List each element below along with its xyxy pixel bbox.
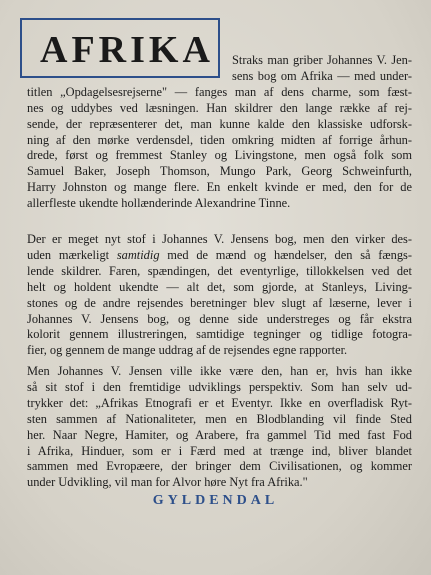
- paragraph-2-text: med de mænd og hændelser, den så fængs-: [159, 247, 412, 262]
- paragraph-1-line: titlen „Opdagelsesrejserne" — fanges man af dens charme, som fæst-: [27, 84, 412, 99]
- paragraph-3: [27, 364, 412, 491]
- paragraph-1-line: drede, først og fremmest Stanley og Livingstone, men også folk som: [27, 148, 412, 163]
- paragraph-3-line: Men Johannes V. Jensen ville ikke være den, han er, hvis han ikke: [27, 364, 412, 378]
- paragraph-3-line: sammen med Evropæere, der bringer dem Civilisationen, og kommer: [27, 459, 412, 474]
- page-title: AFRIKA: [40, 29, 214, 71]
- paragraph-2-line: kolorit gennem illustreringen, samtidige tegninger og tidlige fotogra-: [27, 327, 412, 342]
- paragraph-1-line: Samuel Baker, Joseph Thomson, Mungo Park, Georg Schweinfurth,: [27, 164, 412, 179]
- paragraph-1-line: sens bog om Afrika — med under-: [232, 68, 412, 83]
- paragraph-2-text: uden mærkeligt: [27, 247, 117, 262]
- paragraph-1: [27, 53, 412, 212]
- paragraph-3-line: under Udvikling, vil man for Alvor høre Nyt fra Afrika.": [27, 475, 308, 490]
- paragraph-1-line: sende, der repræsenterer det, man kunne kalde den klassiske udforsk-: [27, 116, 412, 131]
- paragraph-2-line: fier, og gennem de mange uddrag af de rejsendes egne rapporter.: [27, 343, 348, 358]
- paragraph-1-line: Harry Johnston og mange flere. En enkelt kvinde er med, den for de: [27, 180, 412, 195]
- paragraph-2-line: lende skildrer. Faren, spændingen, det eventyrlige, tillokkelsen ved det: [27, 263, 412, 278]
- paragraph-2-line: stones og de andre rejsendes beretninger blev slugt af læserne, lever i: [27, 295, 412, 310]
- paragraph-1-line: allerfleste ukendte hollænderinde Alexandrine Tinne.: [27, 196, 291, 211]
- paragraph-3-line: trykker det: „Afrikas Etnografi er et Eventyr. Ikke en overfladisk Ryt-: [27, 395, 412, 410]
- paragraph-3-line: sten sammen af Nationaliteter, men en Blodblanding vil finde Sted: [27, 411, 412, 426]
- paragraph-2-line: [27, 248, 412, 264]
- publisher-name: GYLDENDAL: [152, 493, 279, 508]
- paragraph-2: [27, 232, 412, 359]
- paragraph-2-line: Johannes V. Jensens bog, og denne side understreges og får ekstra: [27, 311, 412, 326]
- paragraph-2-rest: [27, 264, 412, 359]
- paragraph-3-line: i Afrika, Hinduer, som er i Færd med at trænge ind, bliver blandet: [27, 443, 412, 458]
- paragraph-1-line: Straks man griber Johannes V. Jen-: [232, 53, 412, 67]
- paragraph-1-line: ning af den mørke verdensdel, tiden omkring midten af forrige århun-: [27, 132, 412, 147]
- paragraph-1-line: nes og uddybes ved læsningen. Han skildrer den lange række af rej-: [27, 100, 412, 115]
- paragraph-3-line: så sit stof i den fremtidige udviklings perspektiv. Som han selv ud-: [27, 379, 412, 394]
- emphasis-text: samtidig: [116, 247, 160, 262]
- paragraph-3-line: her. Naar Negre, Hamiter, og Arabere, fra gammel Tid med fast Fod: [27, 427, 412, 442]
- paragraph-2-line: Der er meget nyt stof i Johannes V. Jensens bog, men den virker des-: [27, 232, 412, 246]
- paragraph-2-line: helt og holdent ukendte — alt det, som gjorde, at Stanleys, Living-: [27, 279, 412, 294]
